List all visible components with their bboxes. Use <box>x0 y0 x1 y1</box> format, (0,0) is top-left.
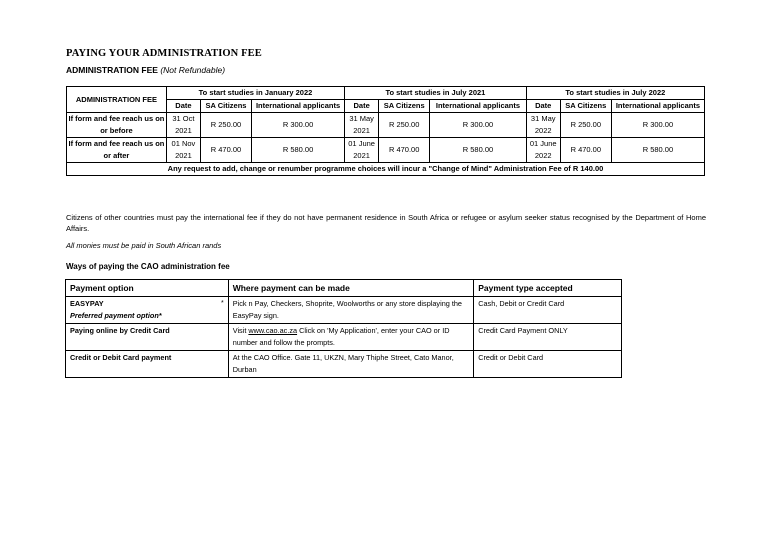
sa-header: SA Citizens <box>560 100 611 113</box>
sa-fee-cell: R 250.00 <box>379 113 430 138</box>
sa-header: SA Citizens <box>379 100 430 113</box>
date-header: Date <box>526 100 560 113</box>
date-header: Date <box>345 100 379 113</box>
sa-fee-cell: R 470.00 <box>379 138 430 163</box>
row-label: If form and fee reach us on or after <box>67 138 167 163</box>
table-row <box>66 297 622 324</box>
date-cell: 01 June 2022 <box>526 138 560 163</box>
table-row <box>67 138 705 163</box>
fee-subheading-note: (Not Refundable) <box>160 65 226 75</box>
period-header-3: To start studies in July 2022 <box>526 87 704 100</box>
intl-fee-cell: R 580.00 <box>252 138 345 163</box>
intl-fee-cell: R 300.00 <box>252 113 345 138</box>
sa-fee-cell: R 250.00 <box>200 113 251 138</box>
fee-table <box>66 86 705 176</box>
date-cell: 31 May 2021 <box>345 113 379 138</box>
fee-subheading-label: ADMINISTRATION FEE <box>66 65 158 75</box>
fee-subheading <box>66 65 225 75</box>
table-row <box>66 324 622 351</box>
date-cell: 01 Nov 2021 <box>166 138 200 163</box>
fee-corner-label: ADMINISTRATION FEE <box>67 87 167 113</box>
type-cell: Credit Card Payment ONLY <box>474 324 622 351</box>
asterisk-marker: * <box>220 300 224 307</box>
intl-fee-cell: R 580.00 <box>611 138 704 163</box>
intl-header: International applicants <box>611 100 704 113</box>
sa-header: SA Citizens <box>200 100 251 113</box>
where-cell: Pick n Pay, Checkers, Shoprite, Woolworths or any store displaying the EasyPay sign. <box>228 297 474 324</box>
where-header: Where payment can be made <box>228 280 474 297</box>
type-header: Payment type accepted <box>474 280 622 297</box>
intl-fee-cell: R 300.00 <box>611 113 704 138</box>
payment-option-header: Payment option <box>66 280 229 297</box>
page-title: PAYING YOUR ADMINISTRATION FEE <box>66 48 262 59</box>
option-cell <box>66 297 229 324</box>
intl-fee-cell: R 580.00 <box>430 138 526 163</box>
table-row <box>66 351 622 378</box>
table-row <box>67 113 705 138</box>
intl-fee-cell: R 300.00 <box>430 113 526 138</box>
option-cell: Paying online by Credit Card <box>66 324 229 351</box>
sa-fee-cell: R 470.00 <box>560 138 611 163</box>
intl-header: International applicants <box>430 100 526 113</box>
currency-note: All monies must be paid in South African rands <box>66 241 222 250</box>
date-header: Date <box>166 100 200 113</box>
sa-fee-cell: R 470.00 <box>200 138 251 163</box>
sa-fee-cell: R 250.00 <box>560 113 611 138</box>
period-header-1: To start studies in January 2022 <box>166 87 344 100</box>
where-prefix: Visit <box>232 326 247 335</box>
date-cell: 31 Oct 2021 <box>166 113 200 138</box>
row-label: If form and fee reach us on or before <box>67 113 167 138</box>
type-cell: Cash, Debit or Credit Card <box>474 297 622 324</box>
date-cell: 31 May 2022 <box>526 113 560 138</box>
citizens-paragraph: Citizens of other countries must pay the international fee if they do not have permanent residence in South Africa or refugee or asylum seeker status recognised by the Department of Home Affairs. <box>66 213 706 233</box>
intl-header: International applicants <box>252 100 345 113</box>
payment-table <box>65 279 622 378</box>
where-suffix: Click on 'My Application', enter your CAO or ID number and follow the prompts. <box>232 326 450 347</box>
option-cell: Credit or Debit Card payment <box>66 351 229 378</box>
where-cell <box>228 324 474 351</box>
option-label: EASYPAY <box>70 299 104 308</box>
cao-website-link[interactable]: www.cao.ac.za <box>248 326 298 335</box>
ways-heading: Ways of paying the CAO administration fee <box>66 262 230 271</box>
change-of-mind-note: Any request to add, change or renumber programme choices will incur a "Change of Mind" Administration Fee of R 140.00 <box>67 163 705 176</box>
type-cell: Credit or Debit Card <box>474 351 622 378</box>
period-header-2: To start studies in July 2021 <box>345 87 527 100</box>
option-note: Preferred payment option* <box>70 311 162 320</box>
where-cell: At the CAO Office. Gate 11, UKZN, Mary Thiphe Street, Cato Manor, Durban <box>228 351 474 378</box>
date-cell: 01 June 2021 <box>345 138 379 163</box>
